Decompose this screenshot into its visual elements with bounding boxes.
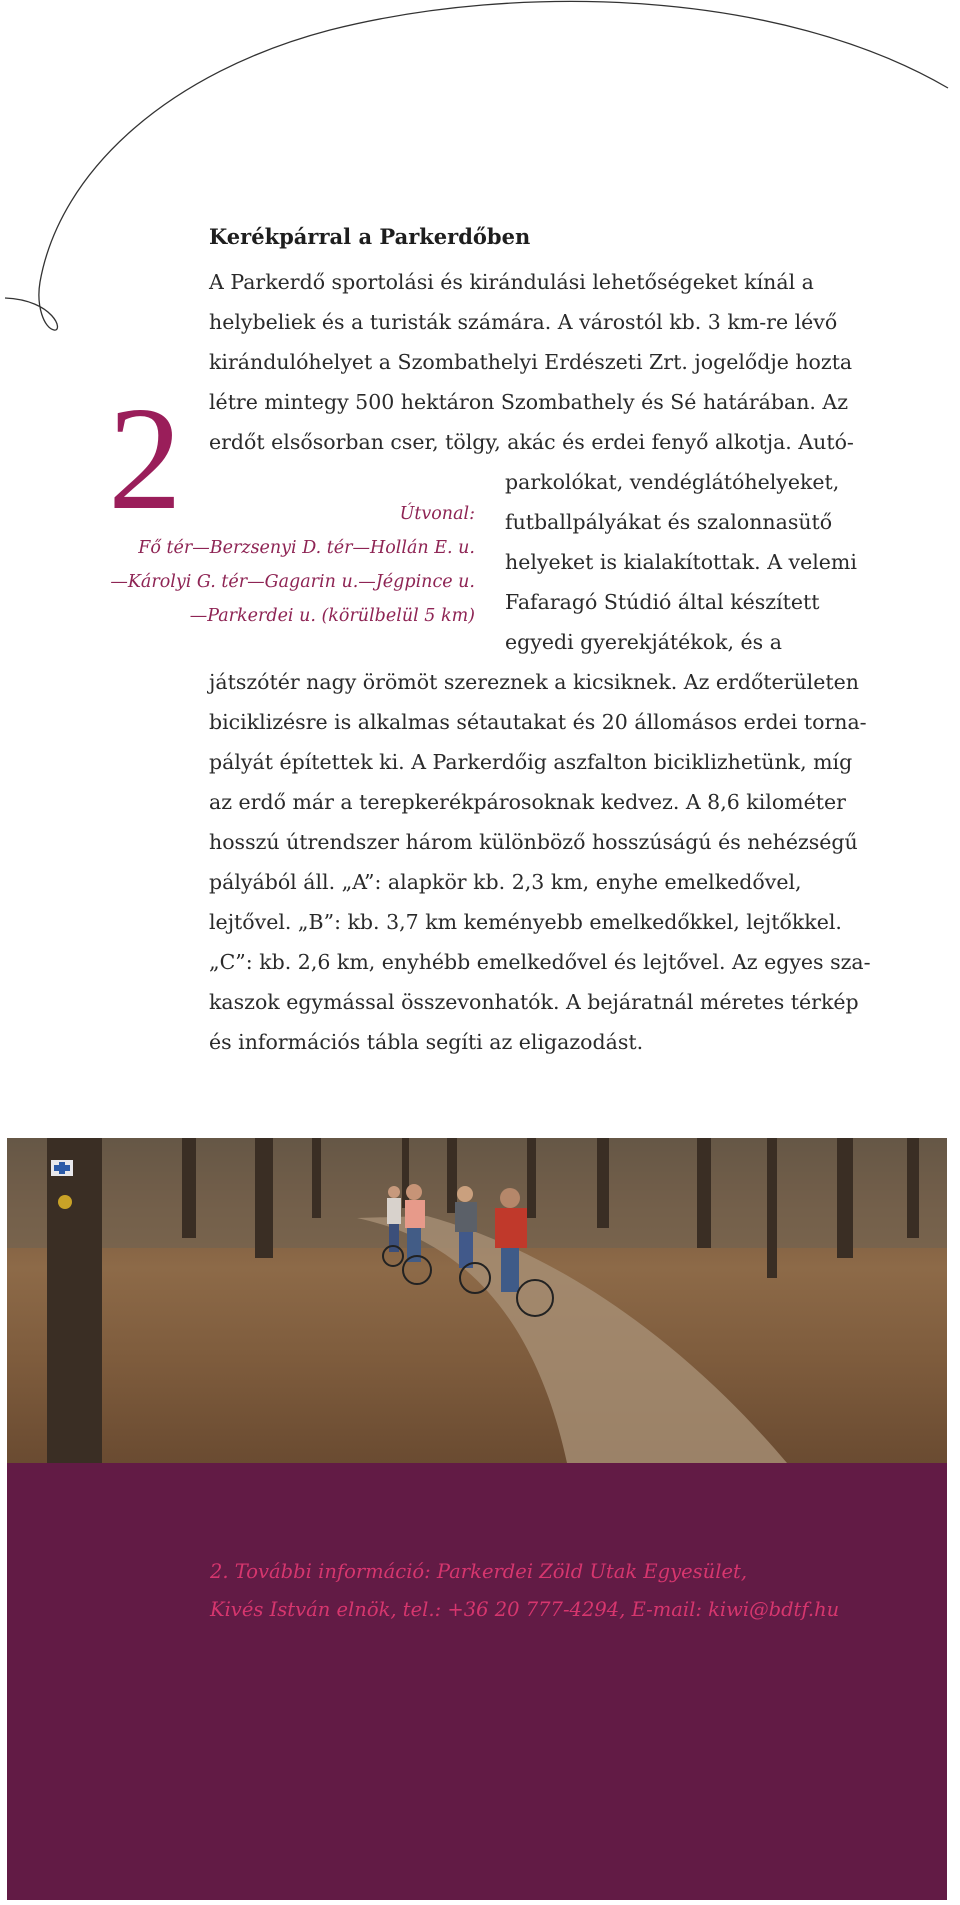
footer-info-panel [7, 1463, 947, 1900]
body-line: pályából áll. „A”: alapkör kb. 2,3 km, enyhe emelkedővel, [209, 870, 802, 894]
body-line: A Parkerdő sportolási és kirándulási lehetőségeket kínál a [209, 270, 814, 294]
body-line: lejtővel. „B”: kb. 3,7 km keményebb emelkedőkkel, lejtőkkel. [209, 910, 842, 934]
route-line: —Károlyi G. tér—Gagarin u.—Jégpince u. [110, 572, 475, 592]
body-line: parkolókat, vendéglátóhelyeket, [505, 470, 840, 494]
body-line: futballpályákat és szalonnasütő [505, 510, 833, 534]
body-line: hosszú útrendszer három különböző hosszúságú és nehézségű [209, 830, 858, 854]
body-line: létre mintegy 500 hektáron Szombathely és Sé határában. Az [209, 390, 849, 414]
route-line: —Parkerdei u. (körülbelül 5 km) [189, 606, 475, 626]
route-label: Útvonal: [399, 504, 475, 524]
forest-cyclists-photo [7, 1138, 947, 1463]
body-line: Fafaragó Stúdió által készített [505, 590, 820, 614]
body-line: kirándulóhelyet a Szombathelyi Erdészeti Zrt. jogelődje hozta [209, 350, 853, 374]
body-line: biciklizésre is alkalmas sétautakat és 20 állomásos erdei torna- [209, 710, 867, 734]
body-line: és információs tábla segíti az eligazodást. [209, 1030, 644, 1054]
body-line: kaszok egymással összevonhatók. A bejáratnál méretes térkép [209, 990, 859, 1014]
body-line: pályát építettek ki. A Parkerdőig aszfalton biciklizhetünk, míg [209, 750, 853, 774]
body-line: erdőt elsősorban cser, tölgy, akác és erdei fenyő alkotja. Autó- [209, 430, 854, 454]
body-line: helybeliek és a turisták számára. A várostól kb. 3 km-re lévő [209, 310, 838, 334]
route-line: Fő tér—Berzsenyi D. tér—Hollán E. u. [138, 538, 475, 558]
section-number: 2 [108, 377, 182, 541]
section-heading: Kerékpárral a Parkerdőben [209, 224, 531, 249]
body-line: „C”: kb. 2,6 km, enyhébb emelkedővel és lejtővel. Az egyes sza- [209, 950, 871, 974]
body-line: játszótér nagy örömöt szereznek a kicsiknek. Az erdőterületen [209, 670, 859, 694]
footer-info-line: 2. További információ: Parkerdei Zöld Utak Egyesület, [210, 1560, 748, 1583]
body-line: helyeket is kialakítottak. A velemi [505, 550, 857, 574]
body-line: az erdő már a terepkerékpárosoknak kedvez. A 8,6 kilométer [209, 790, 846, 814]
footer-contact-line: Kivés István elnök, tel.: +36 20 777-4294, E-mail: kiwi@bdtf.hu [210, 1598, 840, 1621]
body-line: egyedi gyerekjátékok, és a [505, 630, 782, 654]
